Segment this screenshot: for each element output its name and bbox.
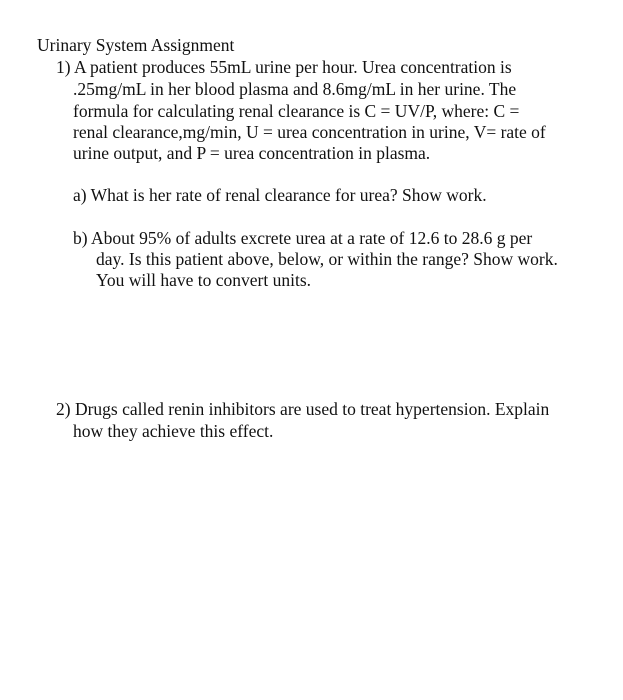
question-1b-line: day. Is this patient above, below, or within the range? Show work. [96,249,558,269]
question-2-line: 2) Drugs called renin inhibitors are used to treat hypertension. Explain [56,399,550,419]
question-2-line: how they achieve this effect. [73,421,274,441]
question-1b-line: You will have to convert units. [96,270,312,290]
question-1-line: formula for calculating renal clearance is C = UV/P, where: C = [73,101,520,121]
document-title: Urinary System Assignment [37,35,235,55]
question-1-line: renal clearance,mg/min, U = urea concentration in urine, V= rate of [73,122,546,142]
question-1-line: 1) A patient produces 55mL urine per hour. Urea concentration is [56,57,512,77]
question-1-line: .25mg/mL in her blood plasma and 8.6mg/mL in her urine. The [73,79,517,99]
question-1b-line: b) About 95% of adults excrete urea at a rate of 12.6 to 28.6 g per [73,228,533,248]
question-1a: a) What is her rate of renal clearance for urea? Show work. [73,185,487,205]
question-1-line: urine output, and P = urea concentration in plasma. [73,143,431,163]
